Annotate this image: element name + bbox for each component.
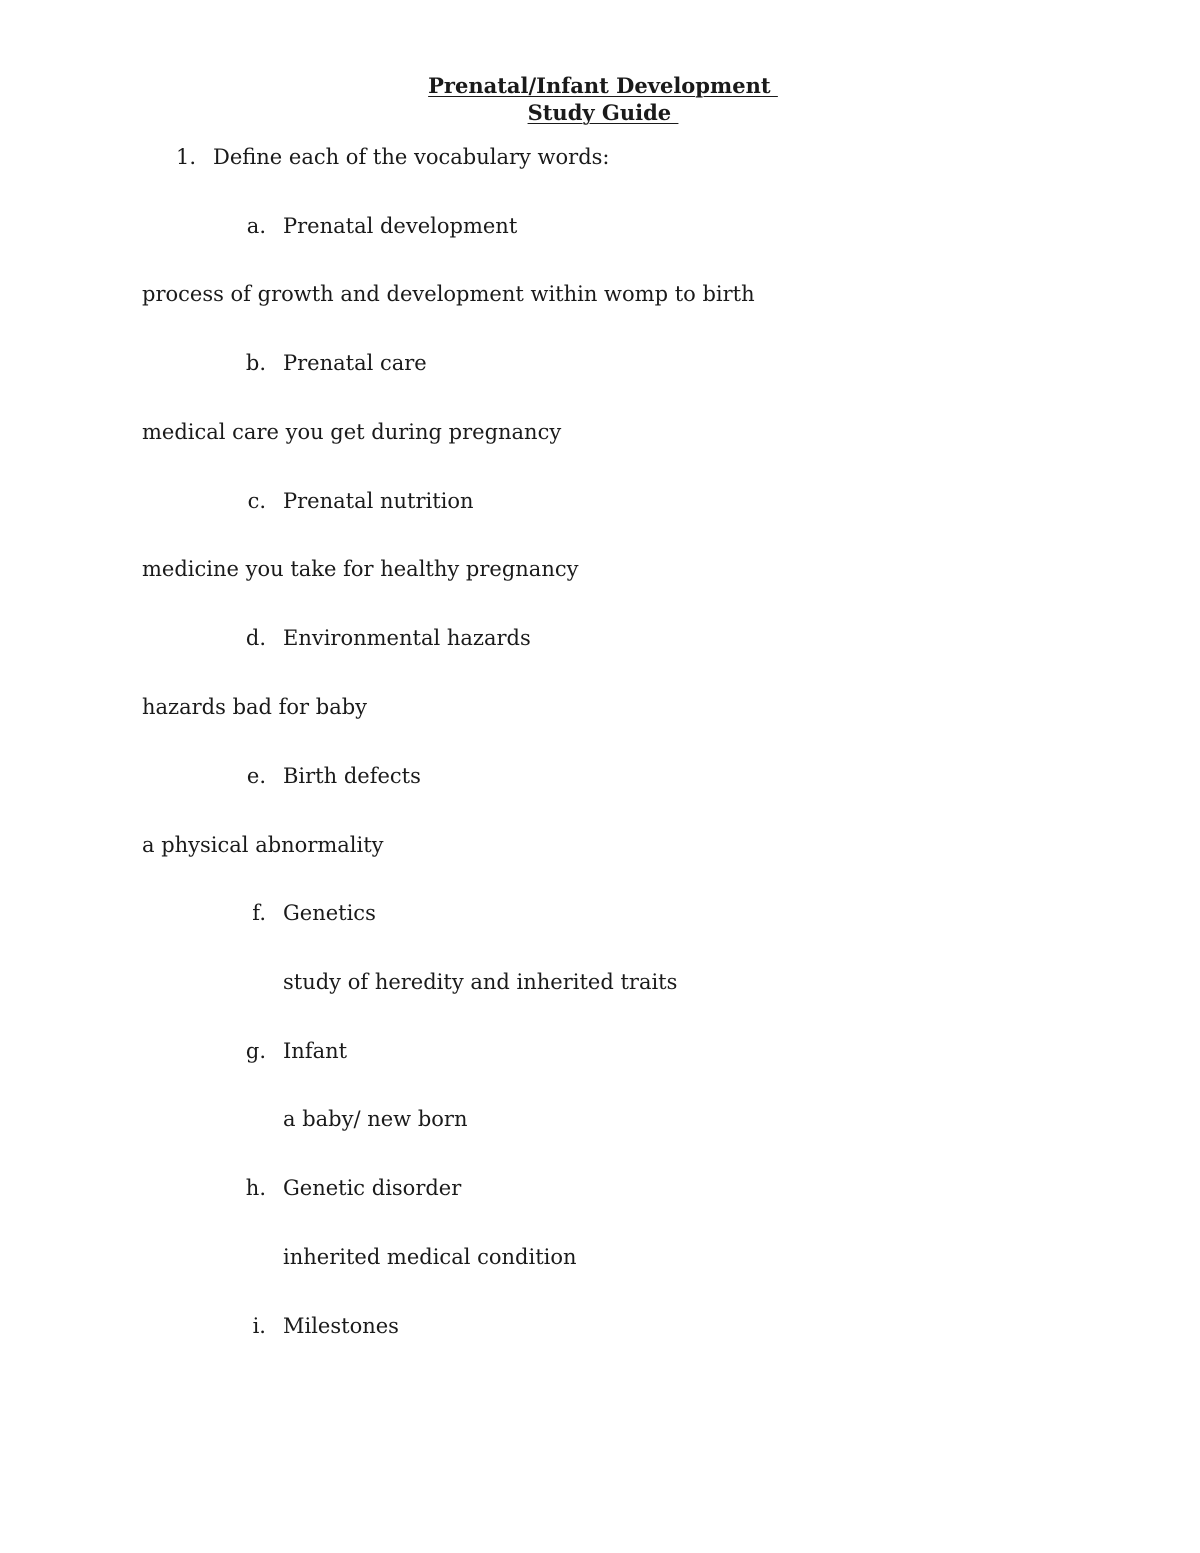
item-answer-d: hazards bad for baby (142, 695, 368, 719)
item-term-i: Milestones (283, 1314, 399, 1338)
item-letter-b: b. (245, 351, 266, 375)
item-term-g: Infant (283, 1039, 348, 1063)
item-term-d: Environmental hazards (283, 626, 531, 650)
item-term-e: Birth defects (283, 764, 421, 788)
item-term-b: Prenatal care (283, 351, 427, 375)
item-letter-f: f. (252, 901, 266, 925)
item-answer-e: a physical abnormality (142, 833, 384, 857)
item-answer-b: medical care you get during pregnancy (142, 420, 562, 444)
item-letter-g: g. (245, 1039, 266, 1063)
item-letter-d: d. (245, 626, 266, 650)
item-answer-c: medicine you take for healthy pregnancy (142, 557, 579, 581)
item-answer-a: process of growth and development within womp to birth (142, 282, 755, 306)
item-term-c: Prenatal nutrition (283, 489, 474, 513)
item-letter-c: c. (247, 489, 266, 513)
question-text: Define each of the vocabulary words: (213, 145, 610, 169)
item-term-h: Genetic disorder (283, 1176, 462, 1200)
title-line-2: Study Guide (527, 100, 679, 125)
item-answer-f: study of heredity and inherited traits (283, 970, 678, 994)
question-number: 1. (175, 145, 196, 169)
item-answer-g: a baby/ new born (283, 1107, 468, 1131)
item-term-f: Genetics (283, 901, 376, 925)
item-answer-h: inherited medical condition (283, 1245, 577, 1269)
page-title (0, 72, 1200, 126)
item-letter-e: e. (246, 764, 266, 788)
title-line-1: Prenatal/Infant Development (428, 73, 778, 98)
item-letter-h: h. (245, 1176, 266, 1200)
item-letter-a: a. (246, 214, 266, 238)
item-letter-i: i. (252, 1314, 266, 1338)
item-term-a: Prenatal development (283, 214, 518, 238)
